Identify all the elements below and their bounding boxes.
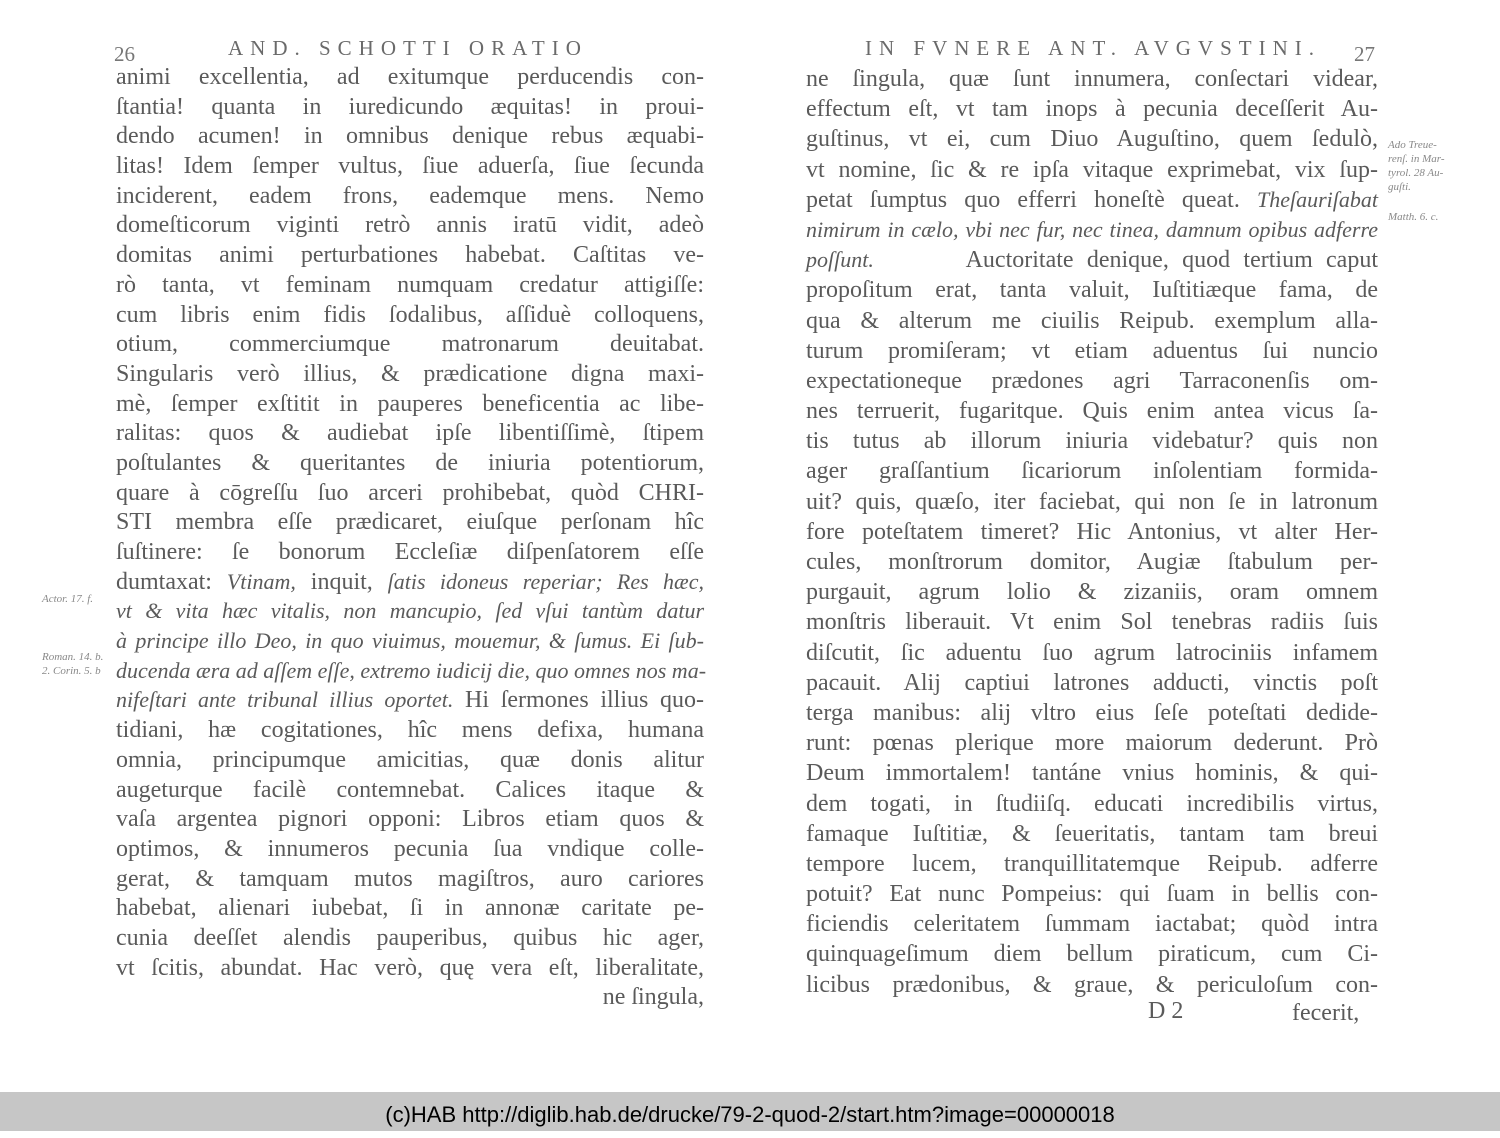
roman-text: vaſa argentea pignori opponi: Libros etiam quos & [116,806,704,833]
roman-text: qua & alterum me ciuilis Reipub. exemplum alla- [806,307,1378,334]
italic-text: nimirum in cælo, vbi nec fur, nec tinea, damnum opibus adferre [806,216,1378,242]
roman-text: terga manibus: alij vltro eius ſeſe poteſtati dedide- [806,699,1378,726]
roman-text: fore poteſtatem timeret? Hic Antonius, vt alter Her- [806,518,1378,545]
roman-text: gerat, & tamquam mutos magiſtros, auro cariores [116,865,704,892]
text-line [116,804,704,834]
text-line [806,426,1378,456]
roman-text: domeſticorum viginti retrò annis iratū vidit, adeò [116,212,704,239]
italic-text: Theſauriſabat [1256,186,1378,212]
text-line [116,181,704,211]
text-line [806,155,1378,185]
text-line [116,329,704,359]
text-line [806,577,1378,607]
text-line [806,638,1378,668]
page-number: 27 [1354,42,1375,66]
text-line [116,626,704,656]
roman-text: augeturque facilè contemnebat. Calices itaque & [116,776,704,803]
text-line [806,668,1378,698]
text-line [806,758,1378,788]
footer-credit-bar [0,1092,1500,1131]
text-block [116,62,707,1012]
text-block [806,64,1378,1000]
text-line [116,151,704,181]
text-line [116,240,704,270]
roman-text: potuit? Eat nunc Pompeius: qui ſuam in bellis con- [806,881,1378,908]
roman-text: runt: pœnas plerique more maiorum dederunt. Prò [806,730,1378,757]
roman-text: cum libris enim fidis ſodalibus, aſſiduè colloquens, [116,301,704,328]
text-line [116,745,704,775]
catchword: ne ſingula, [602,984,704,1011]
text-line [116,953,704,983]
text-line [806,456,1378,486]
text-line [806,939,1378,969]
roman-text: quare à cōgreſſu ſuo arceri prohibebat, quòd CHRI- [116,479,704,506]
catchword: fecerit, [1292,1000,1360,1026]
roman-text: dendo acumen! in omnibus denique rebus æquabi- [116,123,704,150]
roman-text: vt ſcitis, abundat. Hac verò, quę vera eſt, liberalitate, [116,954,704,981]
roman-text: ne ſingula, quæ ſunt innumera, conſectari videar, [806,66,1378,92]
roman-text: STI membra eſſe prædicaret, eiuſque perſonam hîc [116,509,704,536]
roman-text: ſuſtinere: ſe bonorum Eccleſiæ diſpenſatorem eſſe [116,539,704,565]
running-head: AND. SCHOTTI ORATIO [228,36,588,60]
roman-text: inciderent, eadem frons, eademque mens. Nemo [116,182,704,209]
roman-text: animi excellentia, ad exitumque perducendis con- [116,64,704,90]
text-line [116,270,704,300]
roman-text: mè, ſemper exſtitit in pauperes beneficentia ac libe- [116,390,704,417]
text-line [806,215,1378,245]
margin-note: Roman. 14. b. 2. Corin. 5. b [42,651,104,677]
roman-text: optimos, & innumeros pecunia ſua vndique colle- [116,835,704,862]
roman-text: tis tutus ab illorum iniuria videbatur? quis non [806,428,1378,455]
roman-text: Hi ſermones illius quo- [453,687,704,714]
roman-text: ficiendis celeritatem ſummam iactabat; quòd intra [806,911,1378,938]
roman-text: monſtris liberauit. Vt enim Sol tenebras radiis ſuis [806,609,1378,636]
page-number: 26 [114,42,135,66]
italic-text: à principe illo Deo, in quo viuimus, mouemur, & ſumus. Ei ſub- [116,628,704,654]
text-line [806,698,1378,728]
text-line [806,849,1378,879]
text-line [806,879,1378,909]
roman-text: tempore lucem, tranquillitatemque Reipub. adferre [806,850,1378,877]
roman-text: poſtulantes & queritantes de iniuria potentiorum, [116,449,704,476]
text-line [806,306,1378,336]
roman-text: diſcutit, ſic aduentu ſuo agrum latrociniis infamem [806,639,1378,666]
running-head: IN FVNERE ANT. AVGVSTINI. [865,36,1321,60]
text-line [806,728,1378,758]
roman-text: cules, monſtrorum domitor, Augiæ ſtabulum per- [806,549,1378,575]
text-line [806,487,1378,517]
italic-text: Vtinam, [226,568,296,594]
text-line [116,507,704,537]
roman-text: Singularis verò illius, & prædicatione digna maxi- [116,360,704,387]
text-line [116,389,704,419]
roman-text: otium, commerciumque matronarum deuitabat. [116,331,704,358]
italic-text: nifeſtari ante tribunal illius oportet. [116,687,454,713]
text-line [116,62,704,92]
text-line [116,121,704,151]
italic-text: ducenda æra ad aſſem eſſe, extremo iudicij die, quo omnes nos ma- [116,657,707,683]
text-line [806,275,1378,305]
roman-text: nes terruerit, fugaritque. Quis enim antea vicus ſa- [806,398,1378,425]
text-line [116,923,704,953]
roman-text: effectum eſt, vt tam inops à pecunia deceſſerit Au- [806,96,1378,123]
roman-text: dumtaxat: [116,568,227,595]
text-line [806,547,1378,577]
roman-text: cunia deeſſet alendis pauperibus, quibus hic ager, [116,924,704,951]
text-line [806,607,1378,637]
text-line [116,715,704,745]
roman-text: domitas animi perturbationes habebat. Caſtitas ve- [116,242,704,269]
roman-text: habebat, alienari iubebat, ſi in annonæ caritate pe- [116,895,704,922]
roman-text: expectationeque prædones agri Tarraconenſis om- [806,367,1378,394]
roman-text: propoſitum erat, tanta valuit, Iuſtitiæque fama, de [806,277,1378,304]
roman-text: litas! Idem ſemper vultus, ſiue aduerſa, ſiue ſecunda [116,153,704,180]
roman-text: quinquageſimum diem bellum piraticum, cum Ci- [806,941,1378,968]
text-line [116,864,704,894]
roman-text: rò tanta, vt feminam numquam credatur attigiſſe: [116,271,704,298]
text-line [806,789,1378,819]
footer-credit: (c)HAB http://diglib.hab.de/drucke/79-2-quod-2/start.htm?image=00000018 [385,1102,1115,1127]
text-line [116,596,704,626]
italic-text: poſſunt. [806,247,874,273]
roman-text: omnia, principumque amicitias, quæ donis alitur [116,746,704,773]
margin-note: Actor. 17. f. [42,593,94,605]
text-line [806,64,1378,94]
margin-note: Matth. 6. c. [1388,211,1439,223]
text-line [806,94,1378,124]
text-line [116,537,704,567]
text-line [116,834,704,864]
italic-text: ſatis idoneus reperiar; Res hæc, [387,568,704,594]
roman-text: pacauit. Alij captiui latrones adducti, vinctis poſt [806,669,1378,696]
signature-mark: D 2 [1148,998,1184,1024]
text-line [806,909,1378,939]
italic-text: vt & vita hæc vitalis, non mancupio, ſed vſui tantùm datur [116,598,704,624]
roman-text: turum promiſeram; vt etiam aduentus ſui nuncio [806,337,1378,364]
text-line [116,656,707,686]
roman-text: ſtantia! quanta in iuredicundo æquitas! in proui- [116,93,704,120]
text-line [806,336,1378,366]
roman-text: Deum immortalem! tantáne vnius hominis, & qui- [806,760,1378,787]
roman-text: purgauit, agrum lolio & zizaniis, oram omnem [806,579,1378,606]
roman-text: vt nomine, ſic & re ipſa vitaque exprimebat, vix ſup- [806,156,1378,183]
roman-text: ralitas: quos & audiebat ipſe libentiſſimè, ſtipem [116,420,704,447]
text-line [116,448,704,478]
text-line [806,124,1378,154]
text-line [806,517,1378,547]
text-line [116,775,704,805]
text-line [116,893,704,923]
margin-note: Ado Treue- renſ. in Mar- tyrol. 28 Au- guſti. [1388,139,1445,193]
text-line [116,685,704,715]
text-line [116,418,704,448]
text-line [116,478,704,508]
roman-text: tidiani, hæ cogitationes, hîc mens defixa, humana [116,717,704,744]
text-line [116,567,704,597]
text-line [806,396,1378,426]
roman-text: licibus prædonibus, & graue, & periculoſum con- [806,971,1378,998]
text-line [806,366,1378,396]
roman-text: dem togati, in ſtudiiſq. educati incredibilis virtus, [806,790,1378,817]
text-line [116,210,704,240]
text-line [116,300,704,330]
roman-text: ager graſſantium ſicariorum inſolentiam formida- [806,458,1378,485]
roman-text: Auctoritate denique, quod tertium caput [873,247,1378,274]
text-line [116,92,704,122]
roman-text: inquit, [295,568,388,595]
roman-text: guſtinus, vt ei, cum Diuo Auguſtino, quem ſedulò, [806,126,1378,153]
text-line [806,185,1378,215]
text-line [116,359,704,389]
roman-text: uit? quis, quæſo, iter faciebat, qui non ſe in latronum [806,488,1378,515]
text-line [806,970,1378,1000]
text-line [806,245,1378,275]
roman-text: famaque Iuſtitiæ, & ſeueritatis, tantam tam breui [806,820,1378,847]
roman-text: petat ſumptus quo efferri honeſtè queat. [806,186,1257,213]
text-line [806,819,1378,849]
